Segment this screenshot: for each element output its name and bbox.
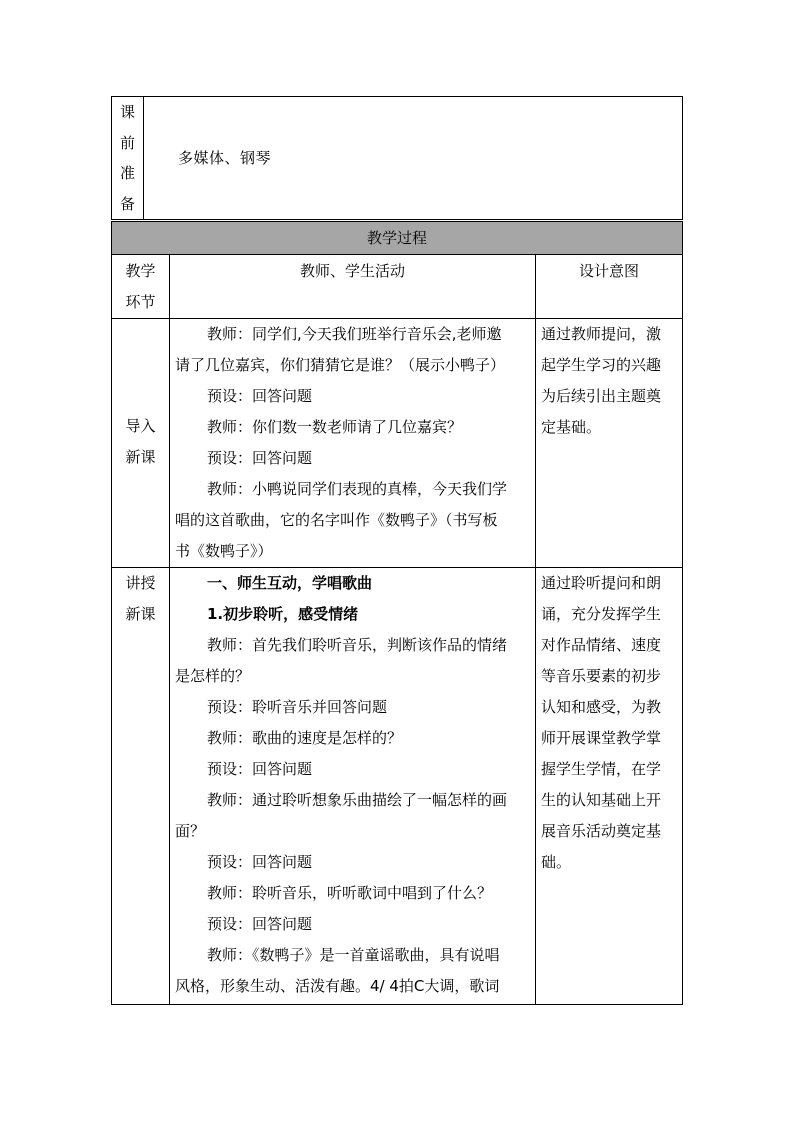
intent-teaching	[541, 568, 681, 878]
phase-line: 讲授	[125, 574, 156, 592]
intent-line: 础。	[541, 853, 572, 871]
intent-line: 认知和感受，为教	[541, 698, 662, 716]
activity-line: 教师：聆听音乐，听听歌词中唱到了什么？	[207, 884, 493, 902]
activity-intro	[175, 319, 531, 567]
intent-line: 诵，充分发挥学生	[541, 605, 662, 623]
activity-line: 教师：同学们,今天我们班举行音乐会,老师邀	[207, 325, 502, 343]
phase-teaching	[112, 568, 169, 630]
header-phase	[112, 256, 169, 318]
intent-line: 通过聆听提问和朗	[541, 574, 662, 592]
header-phase-line: 环节	[125, 293, 156, 311]
process-table	[111, 221, 683, 1005]
column-divider	[169, 255, 170, 1005]
activity-line: 预设：回答问题	[207, 387, 313, 405]
column-divider	[535, 255, 536, 1005]
activity-teaching	[175, 568, 531, 1002]
phase-line: 新课	[125, 605, 156, 623]
intent-intro	[541, 319, 681, 443]
intent-line: 握学生学情，在学	[541, 760, 662, 778]
activity-line: 预设：回答问题	[207, 449, 313, 467]
intent-line: 展音乐活动奠定基	[541, 822, 662, 840]
intent-line: 定基础。	[541, 418, 602, 436]
intent-line: 起学生学习的兴趣	[541, 356, 662, 374]
prep-table	[111, 96, 683, 220]
intent-line: 生的认知基础上开	[541, 791, 662, 809]
activity-line: 预设：回答问题	[207, 853, 313, 871]
activity-line: 教师：《数鸭子》是一首童谣歌曲，具有说唱	[207, 946, 500, 964]
prep-label-char: 课	[119, 103, 135, 122]
prep-content: 多媒体、钢琴	[178, 149, 272, 167]
phase-line: 导入	[125, 417, 156, 435]
intent-line: 通过教师提问，激	[541, 325, 662, 343]
activity-line: 教师：你们数一数老师请了几位嘉宾？	[207, 418, 463, 436]
subsection-heading: 1.初步聆听，感受情绪	[207, 605, 359, 623]
activity-line: 教师：通过聆听想象乐曲描绘了一幅怎样的画	[207, 791, 508, 809]
intent-line: 对作品情绪、速度	[541, 636, 662, 654]
intent-line: 等音乐要素的初步	[541, 667, 662, 685]
activity-line: 唱的这首歌曲，它的名字叫作《数鸭子》（书写板	[175, 511, 498, 529]
intent-line: 为后续引出主题奠	[541, 387, 662, 405]
process-title: 教学过程	[112, 222, 682, 255]
prep-label	[112, 97, 144, 219]
activity-line: 预设：回答问题	[207, 915, 313, 933]
intent-line: 师开展课堂教学掌	[541, 729, 662, 747]
header-intent: 设计意图	[578, 262, 639, 280]
prep-label-char: 前	[119, 133, 135, 152]
activity-line: 面？	[175, 822, 206, 840]
header-phase-line: 教学	[125, 262, 156, 280]
activity-line: 预设：回答问题	[207, 760, 313, 778]
activity-line: 预设：聆听音乐并回答问题	[207, 698, 388, 716]
activity-line: 教师：小鸭说同学们表现的真棒，今天我们学	[207, 480, 508, 498]
activity-line: 是怎样的？	[175, 667, 251, 685]
prep-label-char: 准	[119, 164, 135, 183]
section-heading: 一、师生互动，学唱歌曲	[207, 574, 373, 592]
header-activity: 教师、学生活动	[299, 262, 405, 280]
phase-intro	[112, 411, 169, 473]
prep-label-char: 备	[119, 194, 135, 213]
activity-line: 教师：歌曲的速度是怎样的？	[207, 729, 403, 747]
phase-line: 新课	[125, 448, 156, 466]
activity-line: 请了几位嘉宾，你们猜猜它是谁？（展示小鸭子）	[175, 356, 506, 374]
activity-line: 教师：首先我们聆听音乐，判断该作品的情绪	[207, 636, 508, 654]
activity-line: 风格，形象生动、活泼有趣。4/ 4拍C大调，歌词	[175, 977, 500, 995]
activity-line: 书《数鸭子》）	[175, 542, 273, 560]
